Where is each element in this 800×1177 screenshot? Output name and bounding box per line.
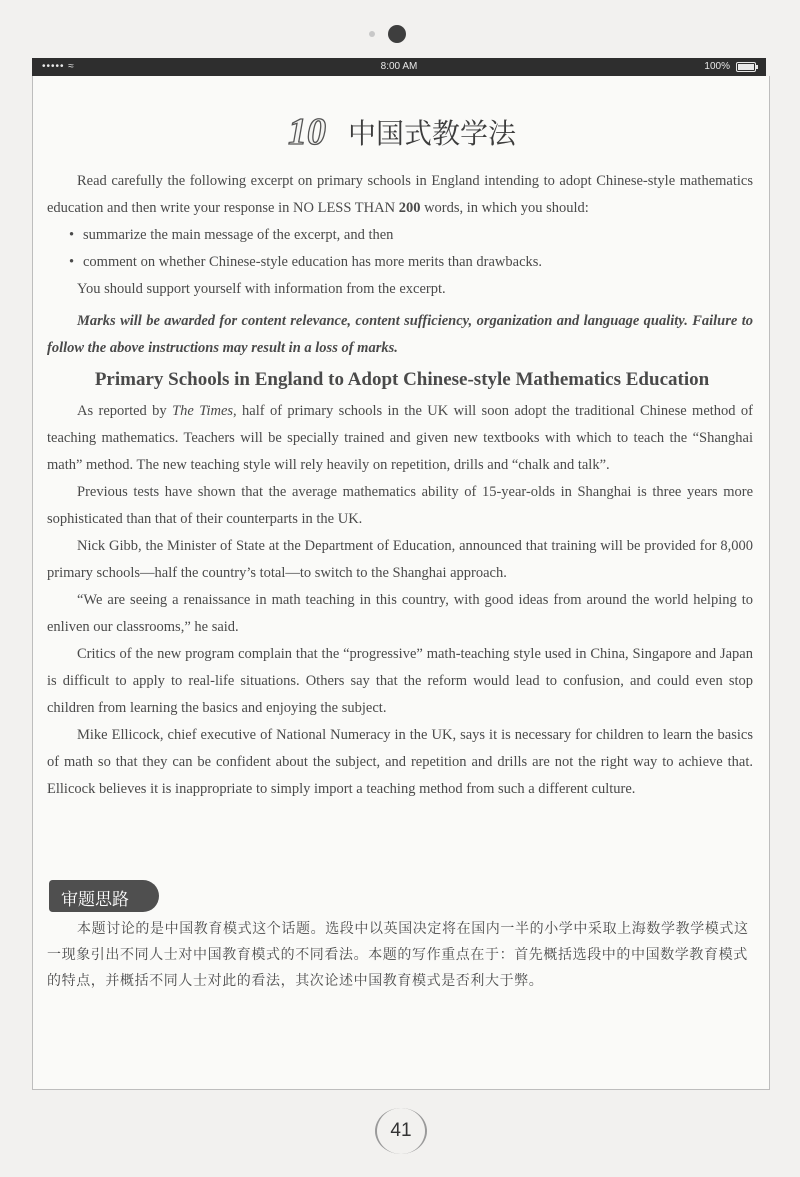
document-page[interactable] [32, 76, 770, 1090]
source-title: The Times [172, 403, 234, 419]
article-paragraph: As reported by The Times, half of primary schools in the UK will soon adopt the traditional Chinese method of teaching mathematics. Teachers will be specially trained and given new textbooks with which to teach the “Shanghai math” method. The new teaching style will rely heavily on repetition, drills and “chalk and talk”. [47, 403, 754, 473]
article-body [47, 398, 753, 803]
bullet-item: • comment on whether Chinese-style education has more merits than drawbacks. [47, 249, 753, 276]
instructions-support: You should support yourself with information from the excerpt. [77, 281, 446, 297]
chapter-title: 中国式教学法 [347, 117, 516, 150]
status-bar [32, 58, 766, 76]
analysis-heading: 审题思路 [49, 880, 173, 912]
article-paragraph: Nick Gibb, the Minister of State at the Department of Education, announced that training will be provided for 8,000 primary schools—half the country’s total—to switch to the Shanghai approach. [47, 538, 753, 581]
sensor-dot [369, 31, 375, 37]
bullet-item: • summarize the main message of the excerpt, and then [47, 222, 753, 249]
article-title: Primary Schools in England to Adopt Chinese-style Mathematics Education [94, 369, 710, 390]
status-time: 8:00 AM [380, 61, 418, 72]
analysis-text: 本题讨论的是中国教育模式这个话题。选段中以英国决定将在国内一半的小学中采取上海数学教学模式这一现象引出不同人士对中国教育模式的不同看法。本题的写作重点在于：首先概括选段中的中国数学教育模式的特点，并概括不同人士对此的看法，其次论述中国教育模式是否利大于弊。 [47, 921, 749, 989]
battery-icon [736, 62, 756, 72]
marks-note: Marks will be awarded for content relevance, content sufficiency, organization and language quality. Failure to follow the above instructions may result in a loss of marks. [47, 313, 753, 356]
camera-dot [388, 25, 406, 43]
word-count: 200 [398, 200, 421, 216]
chapter-number: 10 [287, 111, 326, 153]
chapter-heading [33, 110, 771, 154]
instructions-intro: Read carefully the following excerpt on primary schools in England intending to adopt Chinese-style mathematics education and then write your response in NO LESS THAN 200 words, in which you should: [47, 173, 753, 216]
battery-percent: 100% [704, 61, 730, 72]
article-paragraph: Mike Ellicock, chief executive of National Numeracy in the UK, says it is necessary for children to learn the basics of math so that they can be confident about the subject, and repetition and drills are not the right way to achieve that. Ellicock believes it is inappropriate to simply import a teaching method from such a different culture. [47, 727, 753, 797]
article-paragraph: Critics of the new program complain that the “progressive” math-teaching style used in China, Singapore and Japan is difficult to apply to real-life situations. Others say that the reform would lead to confusion, and could even stop children from learning the basics and enjoying the subject. [47, 646, 753, 716]
article-paragraph: Previous tests have shown that the average mathematics ability of 15-year-olds in Shanghai is three years more sophisticated than that of their counterparts in the UK. [47, 484, 753, 527]
battery-status [704, 61, 756, 72]
page-number: 41 [375, 1108, 427, 1154]
device-camera [0, 24, 800, 44]
instruction-bullets [47, 222, 753, 276]
signal-wifi-icon: ••••• ≈ [42, 61, 75, 72]
article-paragraph: “We are seeing a renaissance in math teaching in this country, with good ideas from around the world helping to enliven our classrooms,” he said. [47, 592, 753, 635]
instructions [47, 168, 753, 303]
